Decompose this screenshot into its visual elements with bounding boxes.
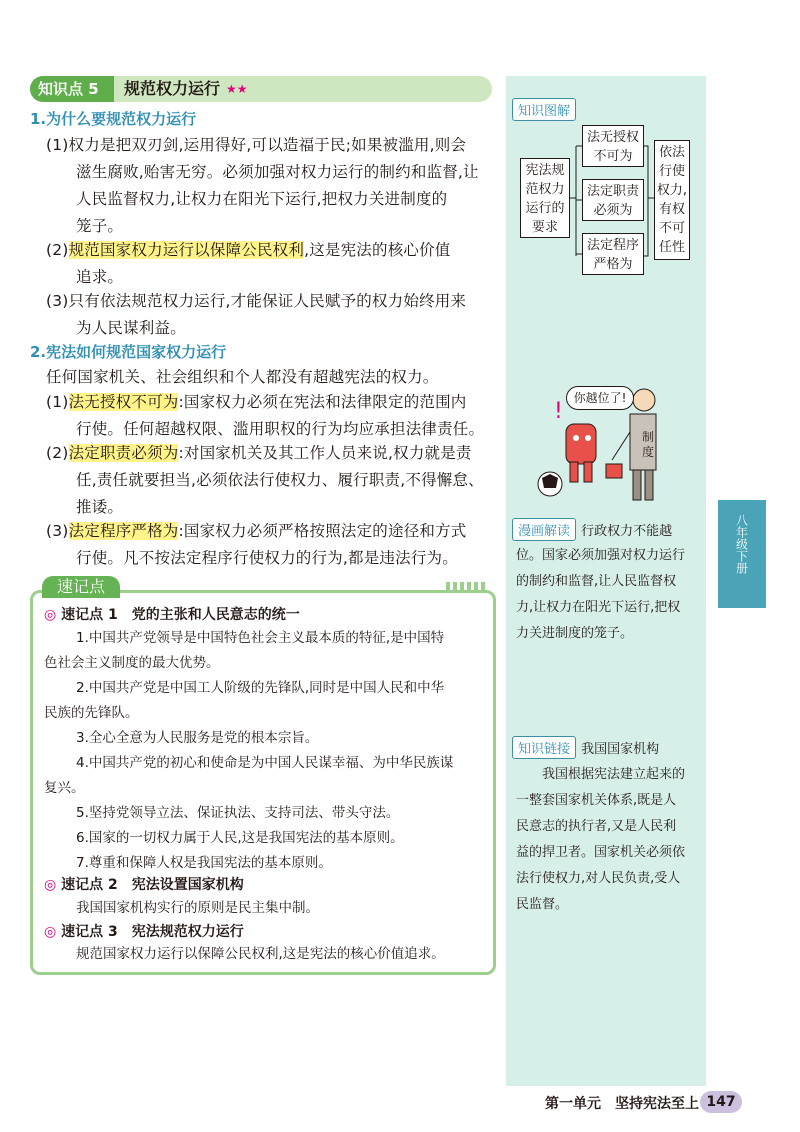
section1-paragraph1 (46, 132, 506, 240)
diagram-box-2: 法定职责必须为 (582, 179, 644, 221)
knowledge-point-title: 规范权力运行 (124, 79, 221, 98)
memo-line: 4.中国共产党的初心和使命是为中国人民谋幸福、为中华民族谋 (76, 755, 454, 771)
comic-label: 漫画解读 (512, 518, 576, 541)
knowledge-point-tag: 知识点 5 (30, 76, 114, 102)
comic-first-line: 行政权力不能越 (581, 524, 673, 539)
link-label: 知识链接 (512, 736, 576, 759)
memo-line-3: 规范国家权力运行以保障公民权利,这是宪法的核心价值追求。 (76, 946, 445, 962)
memo-heading-text: 速记点 1 党的主张和人民意志的统一 (61, 607, 300, 623)
comic-text (516, 543, 702, 647)
decorative-stripes (446, 582, 486, 590)
comic-line: 力关进制度的笼子。 (516, 626, 634, 641)
cartoon-sign: 制度 (642, 430, 655, 459)
memo-heading-1 (44, 604, 300, 624)
text-line: 行使。任何超越权限、滥用职权的行为均应承担法律责任。 (76, 420, 485, 438)
item-number: (2) (46, 241, 69, 259)
memo-line: 3.全心全意为人民服务是党的根本宗旨。 (76, 730, 319, 746)
quick-memo-tag: 速记点 (42, 576, 120, 598)
memo-heading-3 (44, 921, 244, 941)
highlight-text: 法定程序严格为 (68, 522, 179, 540)
section1-paragraph2 (46, 237, 506, 291)
text-line: 笼子。 (76, 217, 124, 235)
item-number: (2) (46, 444, 69, 462)
memo-line: 色社会主义制度的最大优势。 (44, 655, 220, 671)
highlight-text: 法定职责必须为 (68, 444, 179, 462)
memo-line-2: 我国国家机构实行的原则是民主集中制。 (76, 900, 319, 916)
memo-heading-text: 速记点 2 宪法设置国家机构 (61, 877, 244, 893)
diagram-box-3: 法定程序严格为 (582, 233, 644, 275)
link-line: 我国根据宪法建立起来的 (542, 767, 686, 782)
memo-line: 民族的先锋队。 (44, 705, 139, 721)
section2-item1 (46, 389, 506, 443)
memo-line: 2.中国共产党是中国工人阶级的先锋队,同时是中国人民和中华 (76, 680, 445, 696)
highlight-text: 规范国家权力运行以保障公民权利 (68, 241, 305, 259)
text-line: 滋生腐败,贻害无穷。必须加强对权力运行的制约和监督,让 (76, 163, 479, 181)
memo-icon: ◎ (44, 607, 57, 623)
link-title: 我国国家机构 (581, 742, 660, 757)
text-span: :对国家机关及其工作人员来说,权力就是责 (178, 444, 472, 462)
memo-line: 复兴。 (44, 780, 85, 796)
speech-bubble: 你越位了! (566, 386, 634, 410)
grade-tab-text: 八年级下册 (734, 514, 749, 574)
memo-line: 5.坚持党领导立法、保证执法、支持司法、带头守法。 (76, 805, 400, 821)
memo-line: 7.尊重和保障人权是我国宪法的基本原则。 (76, 855, 332, 871)
text-line: 追求。 (76, 268, 124, 286)
svg-text:!: ! (554, 399, 563, 424)
text-line: 推诿。 (76, 498, 124, 516)
text-line: (3)只有依法规范权力运行,才能保证人民赋予的权力始终用来 (46, 292, 467, 310)
item-number: (1) (46, 393, 69, 411)
diagram-left-box: 宪法规范权力运行的要求 (520, 158, 570, 238)
knowledge-diagram-label: 知识图解 (512, 98, 576, 121)
text-line: (1)权力是把双刃剑,运用得好,可以造福于民;如果被滥用,则会 (46, 136, 467, 154)
page-number: 147 (700, 1091, 742, 1113)
text-line: 行使。凡不按法定程序行使权力的行为,都是违法行为。 (76, 549, 458, 567)
footer-unit-title: 第一单元 坚持宪法至上 (545, 1096, 699, 1112)
comic-line: 的制约和监督,让人民监督权 (516, 574, 677, 589)
highlight-text: 法无授权不可为 (68, 393, 179, 411)
diagram-box-1: 法无授权不可为 (582, 125, 644, 167)
grade-tab (718, 500, 766, 608)
diagram-right-box: 依法行使权力,有权不可任性 (654, 140, 690, 260)
link-line: 民监督。 (516, 897, 569, 912)
link-text (516, 762, 702, 918)
link-line: 一整套国家机关体系,既是人 (516, 793, 677, 808)
text-span: ,这是宪法的核心价值 (304, 241, 451, 259)
section2-title: 2.宪法如何规范国家权力运行 (30, 343, 227, 361)
link-line: 民意志的执行者,又是人民利 (516, 819, 677, 834)
comic-line: 力,让权力在阳光下运行,把权 (516, 600, 681, 615)
memo-line: 6.国家的一切权力属于人民,这是我国宪法的基本原则。 (76, 830, 404, 846)
memo-heading-2 (44, 874, 244, 894)
text-span: :国家权力必须严格按照法定的途径和方式 (178, 522, 467, 540)
section2-item2 (46, 440, 506, 521)
item-number: (3) (46, 522, 69, 540)
text-line: 任,责任就要担当,必须依法行使权力、履行职责,不得懈怠、 (76, 471, 484, 489)
text-line: 为人民谋利益。 (76, 319, 186, 337)
section1-title: 1.为什么要规范权力运行 (30, 110, 197, 128)
memo-list-1 (44, 626, 484, 876)
text-line: 人民监督权力,让权力在阳光下运行,把权力关进制度的 (76, 190, 448, 208)
diagram-connectors (568, 140, 658, 265)
memo-icon: ◎ (44, 924, 57, 940)
link-row (512, 736, 659, 759)
section1-paragraph3 (46, 288, 506, 342)
section2-intro: 任何国家机关、社会组织和个人都没有超越宪法的权力。 (46, 368, 439, 386)
link-line: 益的捍卫者。国家机关必须依 (516, 845, 686, 860)
link-line: 法行使权力,对人民负责,受人 (516, 871, 681, 886)
section2-item3 (46, 518, 506, 572)
memo-heading-text: 速记点 3 宪法规范权力运行 (61, 924, 244, 940)
memo-icon: ◎ (44, 877, 57, 893)
difficulty-stars: ★★ (226, 82, 248, 96)
memo-line: 1.中国共产党领导是中国特色社会主义最本质的特征,是中国特 (76, 630, 445, 646)
comic-line: 位。国家必须加强对权力运行 (516, 548, 686, 563)
comic-row (512, 518, 672, 545)
text-span: :国家权力必须在宪法和法律限定的范围内 (178, 393, 467, 411)
